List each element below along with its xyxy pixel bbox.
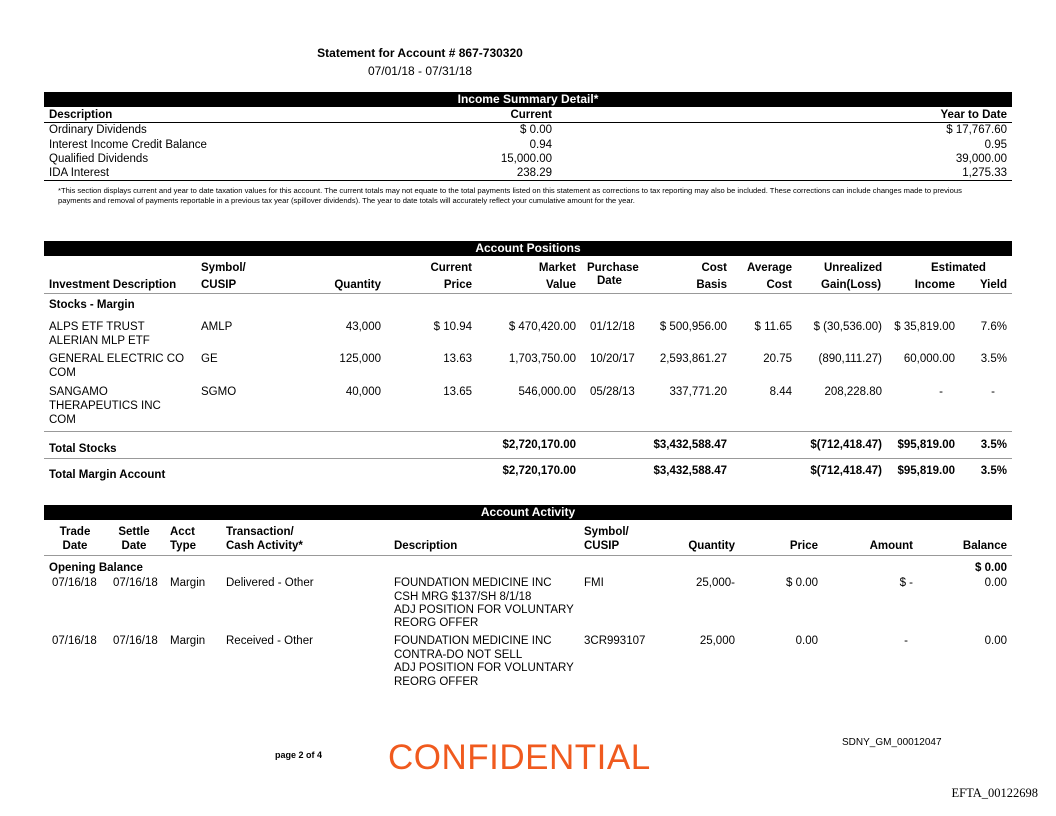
total-yield: 3.5% bbox=[980, 465, 1007, 477]
activity-acct-type: Margin bbox=[170, 635, 206, 647]
col-unrealized-line1: Unrealized bbox=[824, 262, 883, 274]
total-market-value: $2,720,170.00 bbox=[502, 439, 576, 451]
activity-quantity: 25,000 bbox=[699, 635, 735, 647]
activity-amount: - bbox=[904, 635, 908, 647]
position-market-value: 546,000.00 bbox=[518, 386, 576, 398]
page-number: page 2 of 4 bbox=[275, 750, 323, 760]
activity-amount: $ - bbox=[899, 577, 913, 589]
col-market-value-line1: Market bbox=[538, 262, 576, 274]
col-transaction-line2: Cash Activity* bbox=[226, 540, 303, 552]
col-transaction-line1: Transaction/ bbox=[226, 526, 294, 538]
activity-description-line: FOUNDATION MEDICINE INC bbox=[394, 635, 552, 647]
total-income: $95,819.00 bbox=[897, 465, 955, 477]
position-income: $ 35,819.00 bbox=[894, 321, 955, 333]
total-cost-basis: $3,432,588.47 bbox=[653, 465, 727, 477]
activity-transaction: Received - Other bbox=[226, 635, 313, 647]
activity-description-line: REORG OFFER bbox=[394, 676, 479, 688]
col-price: Price bbox=[789, 540, 818, 552]
divider bbox=[44, 293, 1012, 294]
activity-description-line: ADJ POSITION FOR VOLUNTARY bbox=[394, 662, 574, 674]
income-summary-bar: Income Summary Detail* bbox=[44, 92, 1012, 107]
activity-symbol: 3CR993107 bbox=[584, 635, 646, 647]
income-description: Ordinary Dividends bbox=[49, 124, 147, 136]
position-description: SANGAMO THERAPEUTICS INC COM bbox=[49, 386, 161, 426]
activity-acct-type: Margin bbox=[170, 577, 206, 589]
col-estimated-line1: Estimated bbox=[931, 262, 986, 274]
position-income: - bbox=[939, 386, 943, 398]
col-balance: Balance bbox=[962, 540, 1007, 552]
col-yield: Yield bbox=[979, 279, 1007, 291]
col-cost-basis-line2: Basis bbox=[696, 279, 727, 291]
col-investment-description: Investment Description bbox=[49, 279, 177, 291]
col-purchase-date-line1: Purchase bbox=[587, 262, 639, 274]
position-quantity: 125,000 bbox=[339, 353, 381, 365]
account-activity-bar: Account Activity bbox=[44, 505, 1012, 520]
col-quantity: Quantity bbox=[688, 540, 735, 552]
position-purchase-date: 05/28/13 bbox=[590, 386, 635, 398]
statement-title: Statement for Account # 867-730320 bbox=[317, 46, 523, 60]
col-trade-date-line2: Date bbox=[62, 540, 88, 552]
activity-description-line: CSH MRG $137/SH 8/1/18 bbox=[394, 591, 532, 603]
activity-trade-date: 07/16/18 bbox=[52, 577, 97, 589]
col-settle-date-line1: Settle bbox=[118, 526, 150, 538]
position-cost-basis: 2,593,861.27 bbox=[659, 353, 727, 365]
confidential-stamp: CONFIDENTIAL bbox=[388, 738, 651, 777]
col-average-cost-line2: Cost bbox=[766, 279, 792, 291]
efta-number: EFTA_00122698 bbox=[951, 786, 1038, 800]
col-acct-type-line1: Acct bbox=[170, 526, 195, 538]
activity-quantity: 25,000- bbox=[695, 577, 735, 589]
opening-balance-label: Opening Balance bbox=[49, 562, 143, 574]
position-income: 60,000.00 bbox=[903, 353, 955, 365]
income-ytd: $ 17,767.60 bbox=[946, 124, 1007, 136]
activity-description-line: REORG OFFER bbox=[394, 617, 479, 629]
col-description: Description bbox=[394, 540, 458, 552]
position-purchase-date: 10/20/17 bbox=[590, 353, 635, 365]
total-unrealized: $(712,418.47) bbox=[810, 439, 882, 451]
position-cost-basis: 337,771.20 bbox=[669, 386, 727, 398]
position-symbol: SGMO bbox=[201, 386, 237, 398]
account-positions-bar: Account Positions bbox=[44, 241, 1012, 256]
income-ytd: 0.95 bbox=[984, 139, 1007, 151]
position-symbol: GE bbox=[201, 353, 218, 365]
income-header-ytd: Year to Date bbox=[940, 109, 1007, 121]
position-price: 13.63 bbox=[443, 353, 472, 365]
activity-transaction: Delivered - Other bbox=[226, 577, 314, 589]
income-description: Qualified Dividends bbox=[49, 153, 149, 165]
total-label: Total Stocks bbox=[49, 443, 117, 455]
position-quantity: 40,000 bbox=[345, 386, 381, 398]
col-market-value-line2: Value bbox=[545, 279, 576, 291]
income-ytd: 39,000.00 bbox=[955, 153, 1007, 165]
activity-symbol: FMI bbox=[584, 577, 604, 589]
position-unrealized: $ (30,536.00) bbox=[813, 321, 882, 333]
col-settle-date-line2: Date bbox=[121, 540, 147, 552]
position-yield: 3.5% bbox=[980, 353, 1007, 365]
col-cost-basis-line1: Cost bbox=[701, 262, 727, 274]
activity-description-line: FOUNDATION MEDICINE INC bbox=[394, 577, 552, 589]
income-current: 0.94 bbox=[529, 139, 552, 151]
income-current: 238.29 bbox=[516, 167, 552, 179]
col-price-line2: Price bbox=[443, 279, 472, 291]
total-label: Total Margin Account bbox=[49, 469, 166, 481]
total-cost-basis: $3,432,588.47 bbox=[653, 439, 727, 451]
position-average-cost: 20.75 bbox=[763, 353, 792, 365]
position-market-value: $ 470,420.00 bbox=[508, 321, 576, 333]
activity-settle-date: 07/16/18 bbox=[113, 635, 158, 647]
total-income: $95,819.00 bbox=[897, 439, 955, 451]
activity-balance: 0.00 bbox=[984, 577, 1007, 589]
position-average-cost: $ 11.65 bbox=[754, 321, 792, 333]
activity-trade-date: 07/16/18 bbox=[52, 635, 97, 647]
position-market-value: 1,703,750.00 bbox=[508, 353, 576, 365]
position-description: GENERAL ELECTRIC CO COM bbox=[49, 353, 185, 379]
statement-period: 07/01/18 - 07/31/18 bbox=[367, 64, 473, 78]
col-amount: Amount bbox=[869, 540, 913, 552]
col-purchase-date-line2: Date bbox=[597, 275, 622, 287]
bates-number: SDNY_GM_00012047 bbox=[842, 737, 942, 748]
section-stocks-margin: Stocks - Margin bbox=[49, 299, 135, 311]
opening-balance-value: $ 0.00 bbox=[975, 562, 1007, 574]
income-current: $ 0.00 bbox=[520, 124, 552, 136]
position-price: 13.65 bbox=[443, 386, 472, 398]
col-symbol-line1: Symbol/ bbox=[201, 262, 246, 274]
position-unrealized: (890,111.27) bbox=[818, 353, 882, 365]
income-current: 15,000.00 bbox=[500, 153, 552, 165]
activity-description-line: CONTRA-DO NOT SELL bbox=[394, 649, 523, 661]
position-price: $ 10.94 bbox=[433, 321, 472, 333]
position-average-cost: 8.44 bbox=[769, 386, 792, 398]
income-header-description: Description bbox=[49, 109, 113, 121]
position-quantity: 43,000 bbox=[345, 321, 381, 333]
position-unrealized: 208,228.80 bbox=[824, 386, 882, 398]
activity-price: $ 0.00 bbox=[786, 577, 818, 589]
divider bbox=[44, 431, 1012, 432]
col-symbol-line2: CUSIP bbox=[584, 540, 620, 552]
activity-description-line: ADJ POSITION FOR VOLUNTARY bbox=[394, 604, 574, 616]
total-unrealized: $(712,418.47) bbox=[810, 465, 882, 477]
position-purchase-date: 01/12/18 bbox=[590, 321, 635, 333]
activity-settle-date: 07/16/18 bbox=[113, 577, 158, 589]
position-yield: - bbox=[991, 386, 995, 398]
divider bbox=[44, 458, 1012, 459]
col-price-line1: Current bbox=[430, 262, 472, 274]
total-market-value: $2,720,170.00 bbox=[502, 465, 576, 477]
income-description: Interest Income Credit Balance bbox=[49, 139, 207, 151]
income-header-current: Current bbox=[510, 109, 552, 121]
col-trade-date-line1: Trade bbox=[59, 526, 91, 538]
divider bbox=[44, 180, 1012, 181]
col-quantity: Quantity bbox=[334, 279, 381, 291]
col-income: Income bbox=[914, 279, 955, 291]
position-yield: 7.6% bbox=[980, 321, 1007, 333]
col-acct-type-line2: Type bbox=[170, 540, 196, 552]
col-symbol-line2: CUSIP bbox=[201, 279, 237, 291]
divider bbox=[44, 555, 1012, 556]
position-description: ALPS ETF TRUST ALERIAN MLP ETF bbox=[49, 321, 150, 347]
income-ytd: 1,275.33 bbox=[962, 167, 1007, 179]
col-unrealized-line2: Gain(Loss) bbox=[821, 279, 882, 291]
income-description: IDA Interest bbox=[49, 167, 110, 179]
activity-price: 0.00 bbox=[795, 635, 818, 647]
col-symbol-line1: Symbol/ bbox=[584, 526, 629, 538]
col-average-cost-line1: Average bbox=[747, 262, 792, 274]
position-cost-basis: $ 500,956.00 bbox=[659, 321, 727, 333]
activity-balance: 0.00 bbox=[984, 635, 1007, 647]
position-symbol: AMLP bbox=[201, 321, 233, 333]
income-footnote: *This section displays current and year to date taxation values for this account. The current totals may not equate to the total payments listed on this statement as corrections to tax reporting may also be included. These corrections can include changes made to previous payments and removal of payments reportable in a previous tax year (spillover dividends). The year to date totals will accurately reflect your cumulative amount for the year. bbox=[58, 186, 962, 205]
total-yield: 3.5% bbox=[980, 439, 1007, 451]
